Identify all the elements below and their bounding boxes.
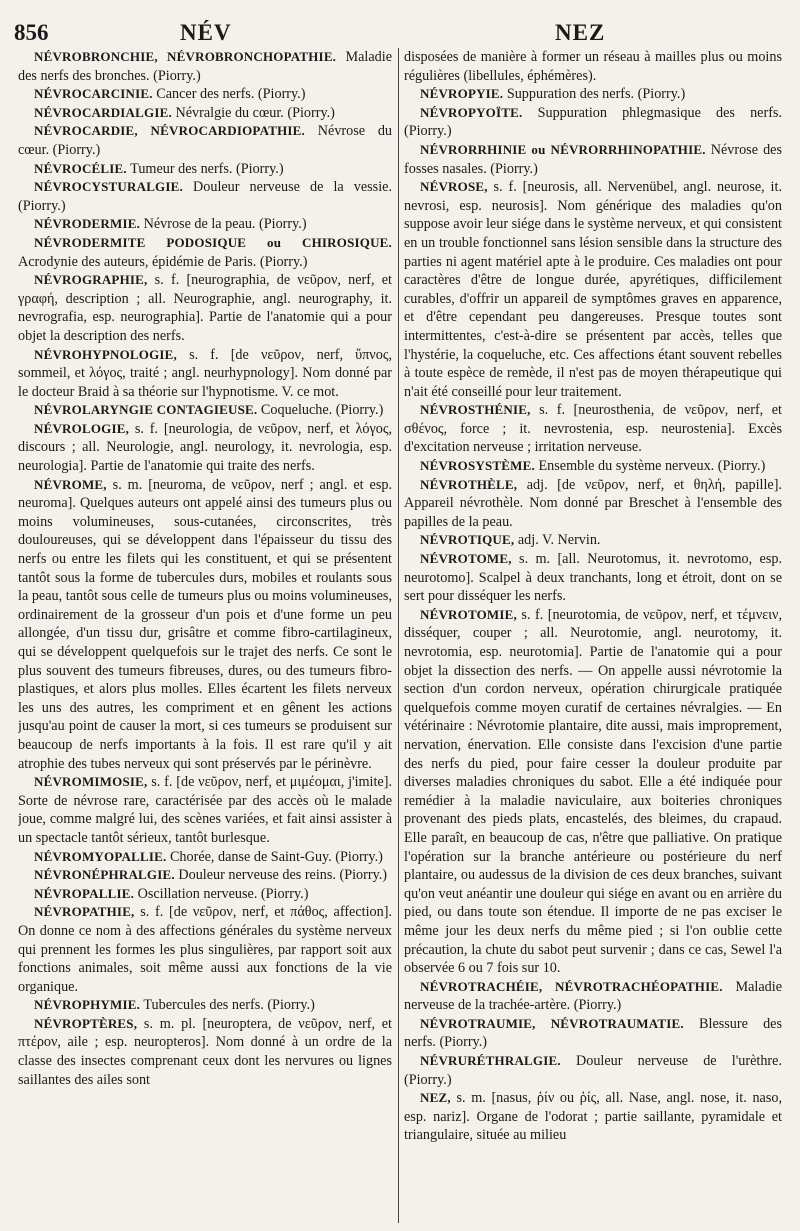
entry-headword: NÉVROMIMOSIE, xyxy=(34,774,148,790)
entry-definition: s. f. [de νεῦρον, nerf, et μιμέομαι, j'imite]. Sorte de névrose rare, caractérisée par des accès où le malade joue, comme malgré lui, des scènes variées, et fait ainsi assister à un spectacle tantôt sérieux, tantôt burlesque. xyxy=(18,774,392,846)
entry-definition: s. f. [de νεῦρον, nerf, et πάθος, affection]. On donne ce nom à des affections générales du système nerveux qui prennent les formes les plus singulières, par rapport soit aux fonctions animales, soit même aussi aux fonctions de la vie organique. xyxy=(18,904,392,995)
entry-headword: NÉVROTRAUMIE, NÉVROTRAUMATIE. xyxy=(420,1015,684,1031)
entry-headword: NÉVRURÉTHRALGIE. xyxy=(420,1053,561,1069)
dictionary-entry xyxy=(18,271,392,345)
entry-headword: NÉVROSYSTÈME. xyxy=(420,458,535,474)
dictionary-entry xyxy=(18,48,392,85)
entry-headword: NÉVROTOMIE, xyxy=(420,606,517,622)
entry-headword: NÉVROBRONCHIE, NÉVROBRONCHOPATHIE. xyxy=(34,49,337,64)
entry-definition: Tubercules des nerfs. (Piorry.) xyxy=(140,997,315,1014)
entry-definition: Chorée, danse de Saint-Guy. (Piorry.) xyxy=(166,848,383,865)
entry-definition: Névrose de la peau. (Piorry.) xyxy=(140,216,307,233)
dictionary-entry xyxy=(18,215,392,234)
entry-headword: NÉVROPALLIE. xyxy=(34,885,135,901)
dictionary-entry xyxy=(18,420,392,476)
entry-definition: Névrose des fosses nasales. (Piorry.) xyxy=(404,141,782,177)
dictionary-entry xyxy=(18,346,392,402)
entry-headword: NÉVROPATHIE, xyxy=(34,904,135,920)
entry-definition: Blessure des nerfs. (Piorry.) xyxy=(404,1015,782,1051)
dictionary-entry xyxy=(18,773,392,847)
entry-headword: NÉVROHYPNOLOGIE, xyxy=(34,346,177,362)
page-number: 856 xyxy=(14,20,49,45)
dictionary-entry xyxy=(18,476,392,774)
entry-headword: NÉVRODERMITE PODOSIQUE ou CHIROSIQUE. xyxy=(34,234,392,250)
entry-definition: s. m. pl. [neuroptera, de νεῦρον, nerf, et πτέρον, aile ; esp. neuropteros]. Nom donné à un ordre de la classe des insectes comprenant ceux dont les nervures ou lignes saillantes des ailes sont xyxy=(18,1015,392,1088)
entry-headword: NÉVROCARDIE, NÉVROCARDIOPATHIE. xyxy=(34,123,305,139)
dictionary-entry xyxy=(18,1015,392,1089)
entry-definition: Douleur nerveuse des reins. (Piorry.) xyxy=(174,867,388,884)
entry-headword: NÉVROME, xyxy=(34,476,107,492)
entry-headword: NÉVROCÉLIE. xyxy=(34,160,127,176)
entry-headword: NÉVROCARDIALGIE. xyxy=(34,104,172,120)
entry-headword: NÉVROPYIE. xyxy=(420,86,504,102)
entry-definition: s. f. [neurographia, de νεῦρον, nerf, et γραφή, description ; all. Neurographie, angl. neurography, it. nevrografia, esp. neurographia]. Partie de l'anatomie qui a pour objet la description des nerfs. xyxy=(18,272,392,344)
dictionary-entry xyxy=(18,903,392,996)
entry-headword: NÉVROLOGIE, xyxy=(34,420,130,436)
dictionary-entry xyxy=(18,234,392,271)
dictionary-entry xyxy=(18,122,392,159)
dictionary-entry xyxy=(404,401,782,457)
running-head-right: NEZ xyxy=(555,20,606,45)
entry-headword: NÉVRORRHINIE ou NÉVRORRHINOPATHIE. xyxy=(420,141,706,157)
entry-definition: Acrodynie des auteurs, épidémie de Paris. (Piorry.) xyxy=(18,253,308,270)
dictionary-entry xyxy=(404,1015,782,1052)
entry-definition: disposées de manière à former un réseau à mailles plus ou moins régulières (libellules, éphémères). xyxy=(404,49,782,84)
dictionary-entry xyxy=(404,48,782,85)
entry-headword: NÉVROTOME, xyxy=(420,551,512,567)
dictionary-entry xyxy=(18,178,392,215)
entry-definition: s. f. [de νεῦρον, nerf, ὕπνος, sommeil, et λόγος, traité ; angl. neurhypnology]. Nom donné par le docteur Braid à sa théorie sur l'hypnotisme. V. ce mot. xyxy=(18,346,392,400)
entry-definition: s. m. [neuroma, de νεῦρον, nerf ; angl. et esp. neuroma]. Quelques auteurs ont appelé ainsi des tumeurs plus ou moins volumineuses, sous-cutanées, circonscrites, très douloureuses, qui se développent dans l'épaisseur du tissu des nerfs ou entre les filets qui les constituent, et qui se présentent tantôt sous la forme de tubercules durs, mobiles et roulants sous la peau, tantôt sous celle de tumeurs plus ou moins volumineuses, ordinairement de la grosseur d'un pois et d'une forme un peu allongée, d'un tissu dur, grisâtre et comme fibro-cartilagineux, qui se développent quelquefois sur le trajet des nerfs. Ce sont le plus souvent des tumeurs fibreuses, dures, ou des tumeurs fibro-plastiques, et alors plus molles. Elles écartent les filets nerveux les uns des autres, les compriment et en gênent les actions jusqu'au point de causer la mort, si ces tumeurs se produisent sur beaucoup de nerfs importants à la fois. Il est rare qu'il y ait atrophie des tubes nerveux qui sont préservés par le périnèvre. xyxy=(18,476,392,772)
dictionary-entry xyxy=(404,141,782,178)
entry-headword: NÉVRODERMIE. xyxy=(34,216,141,232)
entry-headword: NÉVROTIQUE, xyxy=(420,532,515,548)
entry-definition: s. m. [all. Neurotomus, it. nevrotomo, esp. neurotomo]. Scalpel à deux tranchants, long et étroit, dont on se sert pour disséquer les nerfs. xyxy=(404,551,782,605)
entry-definition: s. f. [neurosis, all. Nervenübel, angl. neurose, it. nevrosi, esp. neurosis]. Nom générique des maladies qu'on suppose avoir leur siége dans le système nerveux, et qui consistent en un trouble fonctionnel sans lésion sensible dans la structure des parties ni agent matériel apte à le produire. Ces maladies ont pour caractères d'être de longue durée, apyrétiques, difficilement curables, d'offrir un appareil de symptômes graves en apparence, et d'être cependant peu dangereuses. Presque toutes sont intermittentes, c'est-à-dire se présentent par accès, telles que l'hystérie, la coqueluche, etc. Ces affections étant souvent rebelles à toute espèce de remède, il n'est pas de moyen thérapeutique qui n'ait été conseillé pour leur traitement. xyxy=(404,179,782,400)
entry-headword: NÉVROPHYMIE. xyxy=(34,997,141,1013)
entry-definition: Névralgie du cœur. (Piorry.) xyxy=(171,104,335,121)
dictionary-entry xyxy=(404,457,782,476)
dictionary-entry xyxy=(18,848,392,867)
dictionary-entry xyxy=(18,85,392,104)
left-column xyxy=(18,48,392,1223)
dictionary-entry xyxy=(404,104,782,141)
dictionary-entry xyxy=(18,885,392,904)
column-divider xyxy=(398,48,399,1223)
right-column xyxy=(404,48,782,1223)
dictionary-entry xyxy=(404,1089,782,1145)
entry-definition: Névrose du cœur. (Piorry.) xyxy=(18,123,392,158)
dictionary-entry xyxy=(404,1052,782,1089)
entry-headword: NÉVROTHÈLE, xyxy=(420,476,518,492)
entry-headword: NÉVROTRACHÉIE, NÉVROTRACHÉOPATHIE. xyxy=(420,978,723,994)
entry-definition: s. f. [neurologia, de νεῦρον, nerf, et λόγος, discours ; all. Neurologie, angl. neurology, it. nevrologia, esp. neurologia]. Partie de l'anatomie qui traite des nerfs. xyxy=(18,420,392,475)
entry-headword: NÉVROCYSTURALGIE. xyxy=(34,179,183,195)
dictionary-entry xyxy=(18,401,392,420)
dictionary-entry xyxy=(404,606,782,978)
dictionary-entry xyxy=(404,178,782,401)
dictionary-entry xyxy=(18,996,392,1015)
entry-definition: adj. V. Nervin. xyxy=(514,532,601,549)
entry-headword: NEZ, xyxy=(420,1090,451,1106)
entry-headword: NÉVROPYOÏTE. xyxy=(420,104,523,120)
entry-definition: Douleur nerveuse de la vessie. (Piorry.) xyxy=(18,179,392,214)
dictionary-entry xyxy=(18,104,392,123)
entry-headword: NÉVROSTHÉNIE, xyxy=(420,402,531,418)
entry-definition: Maladie nerveuse de la trachée-artère. (Piorry.) xyxy=(404,978,782,1014)
entry-headword: NÉVROCARCINIE. xyxy=(34,86,153,102)
entry-headword: NÉVROMYOPALLIE. xyxy=(34,848,167,864)
entry-definition: Tumeur des nerfs. (Piorry.) xyxy=(126,160,284,177)
entry-headword: NÉVROLARYNGIE CONTAGIEUSE. xyxy=(34,402,258,418)
entry-definition: Cancer des nerfs. (Piorry.) xyxy=(152,86,306,103)
dictionary-entry xyxy=(404,978,782,1015)
entry-definition: Ensemble du système nerveux. (Piorry.) xyxy=(534,458,766,475)
entry-definition: Oscillation nerveuse. (Piorry.) xyxy=(134,885,309,902)
dictionary-entry xyxy=(404,531,782,550)
entry-definition: s. f. [neurotomia, de νεῦρον, nerf, et τέμνειν, disséquer, couper ; all. Neurotomie, angl. neurotomy, it. nevrotomia, esp. neurotomia]. Partie de l'anatomie qui a pour objet la dissection des nerfs. — On appelle aussi névrotomie la section d'un cordon nerveux, opération chirurgicale pratiquée quelquefois comme moyen curatif de certaines névralgies. — En vétérinaire : Névrotomie plantaire, dite aussi, mais improprement, nervation, énervation. Elle consiste dans l'excision d'une partie des nerfs du pied, pour faire cesser la douleur produite par diverses maladies chroniques du sabot. Elle a été indiquée pour remédier à la maladie naviculaire, aux boiteries chroniques provenant des pieds plats, encastelés, des bleimes, du crapaud. Elle paraît, en beaucoup de cas, n'être que palliative. On pratique l'opération sur la branche antérieure ou postérieure du nerf plantaire, ou audessus de la division de ces deux branches, suivant qu'on veut anéantir une douleur qui siége en avant ou en arrière du pied, ou dans toute son étendue. Il importe de ne pas exciser le même jour les deux nerfs du même pied ; si l'on oublie cette précaution, la chute du sabot peut survenir ; dans ce cas, Sewel l'a observée 6 ou 7 fois sur 10. xyxy=(404,606,782,977)
entry-definition: Suppuration phlegmasique des nerfs. (Piorry.) xyxy=(404,104,782,140)
entry-definition: Maladie des nerfs des bronches. (Piorry.) xyxy=(18,49,392,84)
dictionary-entry xyxy=(18,866,392,885)
entry-definition: adj. [de νεῦρον, nerf, et θηλή, papille]. Appareil névrothèle. Nom donné par Breschet à l'ensemble des papilles de la peau. xyxy=(404,476,782,530)
dictionary-entry xyxy=(404,85,782,104)
entry-definition: Douleur nerveuse de l'urèthre. (Piorry.) xyxy=(404,1053,782,1088)
entry-definition: s. f. [neurosthenia, de νεῦρον, nerf, et σθένος, force ; it. nevrostenia, esp. neurostenia]. Excès d'excitation nerveuse ; irritation nerveuse. xyxy=(404,402,782,456)
dictionary-entry xyxy=(404,476,782,532)
running-head-left: NÉV xyxy=(180,20,232,45)
entry-definition: Coqueluche. (Piorry.) xyxy=(257,402,384,419)
entry-headword: NÉVROGRAPHIE, xyxy=(34,272,148,288)
entry-definition: s. m. [nasus, ῥίν ou ῥίς, all. Nase, angl. nose, it. naso, esp. nariz]. Organe de l'odorat ; partie saillante, pyramidale et triangulaire, située au milieu xyxy=(404,1090,782,1144)
entry-headword: NÉVROPTÈRES, xyxy=(34,1015,138,1031)
dictionary-entry xyxy=(404,550,782,606)
dictionary-entry xyxy=(18,160,392,179)
entry-headword: NÉVRONÉPHRALGIE. xyxy=(34,867,175,883)
entry-headword: NÉVROSE, xyxy=(420,179,488,195)
entry-definition: Suppuration des nerfs. (Piorry.) xyxy=(503,86,686,103)
